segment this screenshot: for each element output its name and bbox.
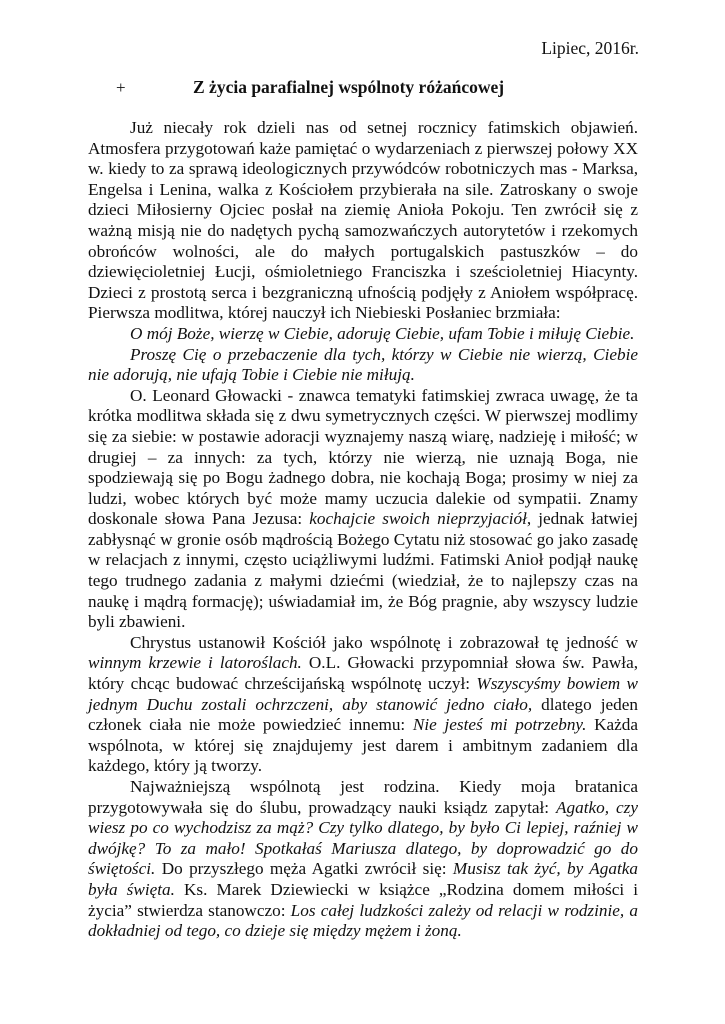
text-segment: Ks. Marek Dziewiecki w książce „Rodzina domem miłości i życia” stwierdza stanowczo: <box>88 879 638 920</box>
text-segment: O. Leonard Głowacki - znawca tematyki fatimskiej zwraca uwagę, że ta krótka modlitwa składa się z dwu symetrycznych części. W pierwszej modlimy się za siebie: w postawie adoracji wyznajemy naszą wiarę, nadzieję i miłość; w drugiej – za innych: za tych, którzy nie wierzą, nie uznają Boga, nie spodziewają się po Bogu żadnego dobra, nie kochają Boga; prosimy w niej za ludzi, wobec których być może mamy uczucia dalekie od sympatii. Znamy doskonale słowa Pana Jezusa: <box>88 385 638 529</box>
text-segment: Chrystus ustanowił Kościół jako wspólnotę i zobrazował tę jedność w <box>130 632 638 652</box>
text-segment: Każda wspólnota, w której się znajdujemy jest darem i ambitnym zadaniem dla każdego, który ją tworzy. <box>88 715 638 776</box>
text-segment: Najważniejszą wspólnotą jest rodzina. Kiedy moja bratanica przygotowywała się do ślubu, prowadzący nauki ksiądz zapytał: <box>88 777 638 817</box>
quote-paul: Wszyscyśmy bowiem w jednym Duchu zostali ochrzczeni, aby stanowić jedno ciało, <box>88 674 638 714</box>
quote-dziewiecki: Los całej ludzkości zależy od relacji w rodzinie, a dokładniej od tego, co dzieje się między mężem i żoną. <box>88 900 638 941</box>
cross-symbol: + <box>116 78 126 97</box>
text-segment: dlatego jeden członek ciała nie może powiedzieć innemu: <box>88 694 638 735</box>
text-segment: Do przyszłego męża Agatki zwrócił się: <box>155 859 453 879</box>
quote-not-needed: Nie jesteś mi potrzebny. <box>412 715 587 735</box>
quote-priest: Agatko, czy wiesz po co wychodzisz za mąż? Czy tylko dlatego, by było Ci lepiej, raźniej w dwójkę? To za mało! Spotkałaś Mariusza dlatego, by doprowadzić go do świętości. <box>88 797 638 879</box>
text-segment: O.L. Głowacki przypomniał słowa św. Pawła, który chcąc budować chrześcijańską wspólnotę uczył: <box>88 653 638 694</box>
prayer-second: Proszę Cię o przebaczenie dla tych, którzy w Ciebie nie wierzą, Ciebie nie adorują, nie ufają Tobie i Ciebie nie miłują. <box>88 344 638 385</box>
text-segment: , jednak łatwiej zabłysnąć w gronie osób mądrością Bożego Cytatu niż stosować go jako zasadę w relacjach z innymi, często uciążliwymi ludźmi. Fatimski Anioł podjął naukę tego trudnego zadania z małymi dziećmi (wiedział, że to najlepszy czas na naukę i mądrą formację); uświadamiał im, że Bóg pragnie, aby wszyscy ludzie byli zbawieni. <box>88 509 638 632</box>
article-body <box>88 118 638 942</box>
paragraph-glowacki <box>88 386 638 633</box>
article-title: Z życia parafialnej wspólnoty różańcowej <box>193 77 505 97</box>
date-line: Lipiec, 2016r. <box>541 38 639 58</box>
quote-vine: winnym krzewie i latoroślach. <box>88 653 302 673</box>
quote-love-enemies: kochajcie swoich nieprzyjaciół <box>309 509 527 529</box>
quote-holy: Musisz tak żyć, by Agatka była święta. <box>88 859 638 899</box>
paragraph-family <box>88 777 638 942</box>
paragraph-intro: Już niecały rok dzieli nas od setnej rocznicy fatimskich objawień. Atmosfera przygotowań każe pamiętać o wydarzeniach z pierwszej połowy XX w. kiedy to za sprawą ideologicznych przywódców robotniczych mas - Marksa, Engelsa i Lenina, walka z Kościołem przybierała na sile. Zatroskany o swoje dzieci Miłosierny Ojciec posłał na ziemię Anioła Pokoju. Ten zwrócił się z ważną misją nie do nadętych pychą samozwańczych autorytetów i rzekomych obrońców wolności, ale do małych portugalskich pastuszków – do dziewięcioletniej Łucji, ośmioletniego Franciszka i sześcioletniej Hiacynty. Dzieci z prostotą serca i bezgraniczną ufnością podjęły z Aniołem współpracę. Pierwsza modlitwa, której nauczył ich Niebieski Posłaniec brzmiała: <box>88 118 638 323</box>
prayer-first: O mój Boże, wierzę w Ciebie, adoruję Ciebie, ufam Tobie i miłuję Ciebie. <box>130 323 635 343</box>
paragraph-church <box>88 633 638 777</box>
